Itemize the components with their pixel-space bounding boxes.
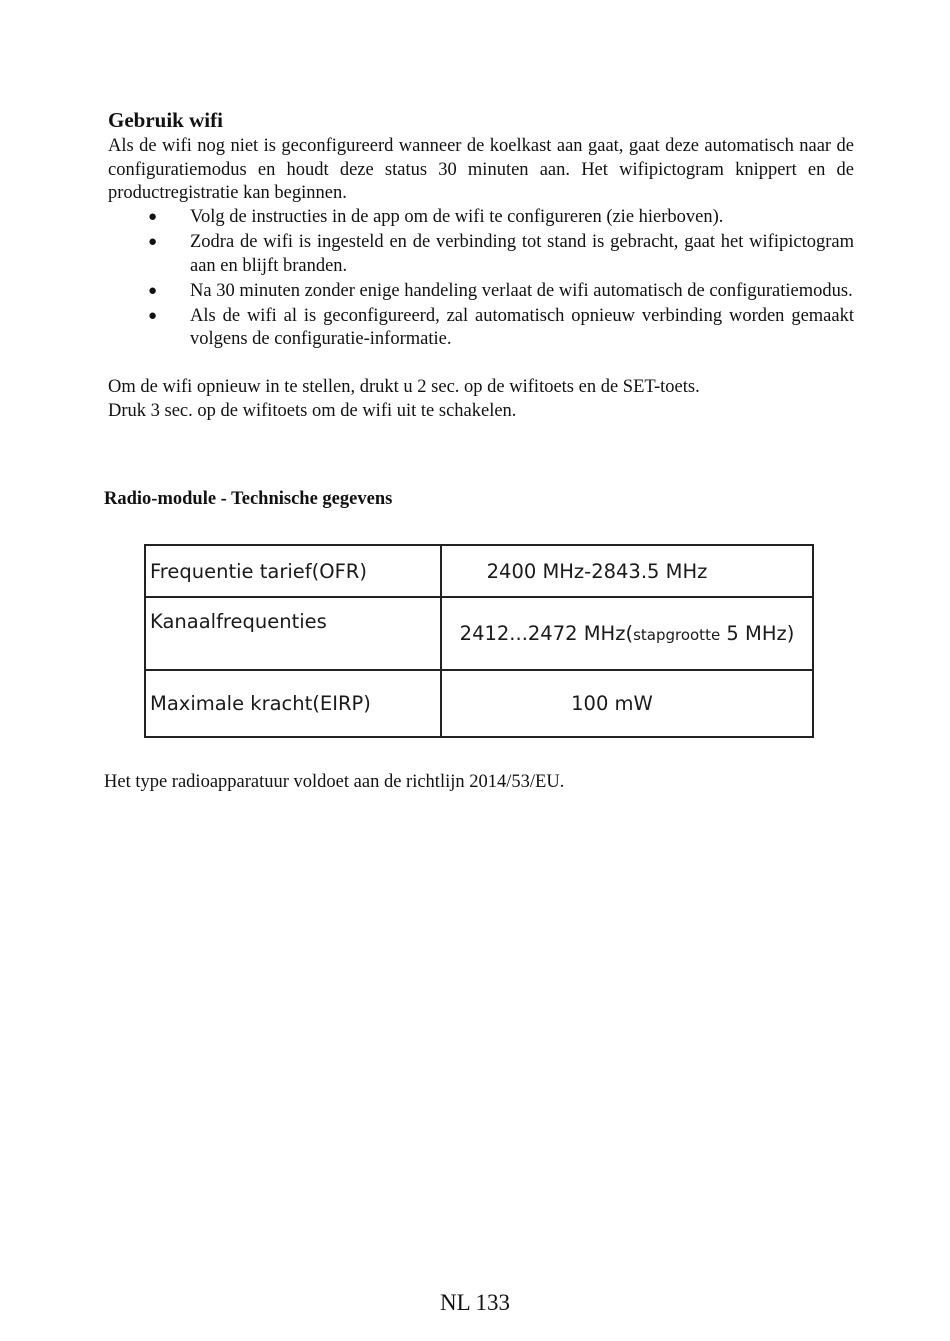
- table-cell-label: Frequentie tarief(OFR): [145, 545, 441, 597]
- table-cell-label: Maximale kracht(EIRP): [145, 670, 441, 737]
- bullet-icon: ●: [148, 234, 158, 250]
- list-item: [108, 231, 854, 278]
- list-item-text: Volg de instructies in de app om de wifi te configureren (zie hierboven).: [190, 207, 724, 227]
- bullet-icon: ●: [148, 307, 158, 324]
- page-number: NL 133: [439, 1290, 511, 1315]
- section-title-wifi: Gebruik wifi: [108, 108, 223, 132]
- wifi-off-instruction: Druk 3 sec. op de wifitoets om de wifi uit te schakelen.: [108, 401, 517, 421]
- list-item: [108, 305, 854, 352]
- table-cell-label: Kanaalfrequenties: [145, 597, 441, 670]
- table-cell-value: [441, 597, 813, 670]
- list-item: [108, 280, 854, 304]
- wifi-reset-instruction: Om de wifi opnieuw in te stellen, drukt u 2 sec. op de wifitoets en de SET-toets.: [108, 377, 700, 397]
- list-item-text: Zodra de wifi is ingesteld en de verbinding tot stand is gebracht, gaat het wifipictogram aan en blijft branden.: [190, 232, 854, 276]
- table-row: [145, 545, 813, 597]
- section-title-radio-module: Radio-module - Technische gegevens: [104, 489, 393, 509]
- table-row: [145, 597, 813, 670]
- value-tail-text: 5 MHz): [720, 622, 795, 645]
- list-item-text: Als de wifi al is geconfigureerd, zal automatisch opnieuw verbinding worden gemaakt volgens de configuratie-informatie.: [190, 305, 854, 349]
- radio-specs-table: [144, 544, 814, 738]
- list-item-text: Na 30 minuten zonder enige handeling verlaat de wifi automatisch de configuratiemodus.: [190, 280, 853, 301]
- value-small-text: stapgrootte: [633, 626, 721, 644]
- list-item: [108, 206, 854, 230]
- wifi-instructions-list: [108, 206, 854, 353]
- value-main-text: 2412...2472 MHz(: [459, 622, 634, 645]
- wifi-intro-paragraph: Als de wifi nog niet is geconfigureerd wanneer de koelkast aan gaat, gaat deze automatisch naar de configuratiemodus en houdt deze status 30 minuten aan. Het wifipictogram knippert en de productregistratie kan beginnen.: [108, 136, 854, 203]
- bullet-icon: ●: [148, 282, 158, 299]
- table-row: [145, 670, 813, 737]
- table-cell-value: 2400 MHz-2843.5 MHz: [441, 545, 813, 597]
- table-cell-value: 100 mW: [441, 670, 813, 737]
- compliance-statement: Het type radioapparatuur voldoet aan de richtlijn 2014/53/EU.: [104, 772, 565, 792]
- bullet-icon: ●: [148, 209, 158, 225]
